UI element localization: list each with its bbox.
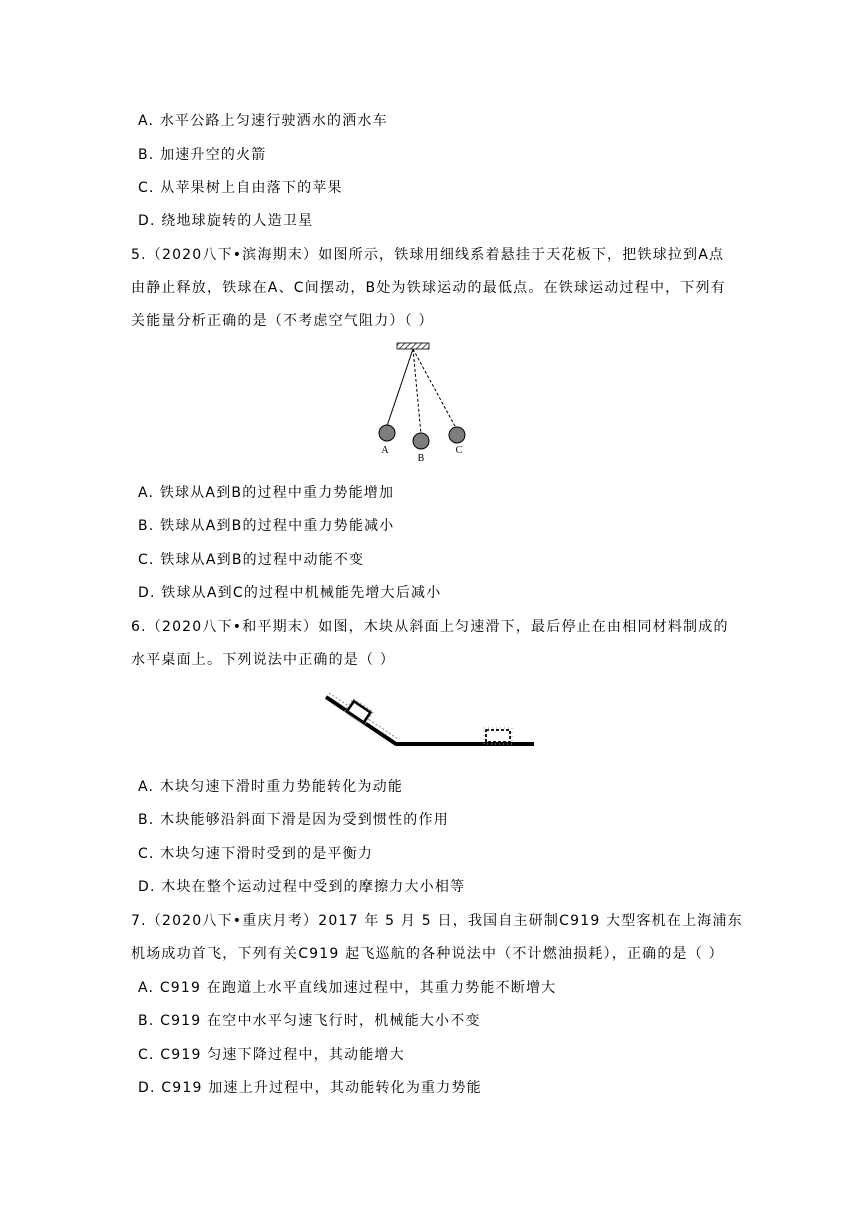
ball-c (449, 427, 465, 443)
q4-option-a: A. 水平公路上匀速行驶洒水的洒水车 (138, 113, 388, 129)
pendulum-string-a (387, 349, 413, 426)
q6-option-a: A. 木块匀速下滑时重力势能转化为动能 (138, 779, 404, 795)
q4-option-b: B. 加速升空的火箭 (138, 147, 267, 163)
q6-option-d: D. 木块在整个运动过程中受到的摩擦力大小相等 (138, 879, 466, 895)
q7-option-b: B. C919 在空中水平匀速飞行时，机械能大小不变 (138, 1013, 481, 1029)
label-a: A (381, 445, 389, 456)
q7-option-c: C. C919 匀速下降过程中，其动能增大 (138, 1047, 405, 1063)
pendulum-string-b (413, 349, 421, 434)
incline-figure (320, 685, 540, 750)
q6-stem-line-1: 6.（2020八下•和平期末）如图，木块从斜面上匀速滑下，最后停止在由相同材料制成的 (131, 619, 729, 635)
q5-option-c: C. 铁球从A到B的过程中动能不变 (138, 552, 365, 568)
ball-a (379, 425, 395, 441)
q5-option-b: B. 铁球从A到B的过程中重力势能减小 (138, 518, 395, 534)
q4-option-c: C. 从苹果树上自由落下的苹果 (138, 180, 343, 196)
q5-option-a: A. 铁球从A到B的过程中重力势能增加 (138, 485, 395, 501)
q7-option-d: D. C919 加速上升过程中，其动能转化为重力势能 (138, 1080, 482, 1096)
q6-option-b: B. 木块能够沿斜面下滑是因为受到惯性的作用 (138, 812, 449, 828)
q5-stem-line-1: 5.（2020八下•滨海期末）如图所示，铁球用细线系着悬挂于天花板下，把铁球拉到A点 (131, 247, 725, 263)
q5-option-d: D. 铁球从A到C的过程中机械能先增大后减小 (138, 585, 442, 601)
q7-stem-line-2: 机场成功首飞，下列有关C919 起飞巡航的各种说法中（不计燃油损耗），正确的是（ ） (131, 946, 724, 962)
q5-stem-line-2: 由静止释放，铁球在A、C间摆动，B处为铁球运动的最低点。在铁球运动过程中，下列有 (131, 280, 726, 296)
q6-stem-line-2: 水平桌面上。下列说法中正确的是（ ） (131, 652, 396, 668)
q4-option-d: D. 绕地球旋转的人造卫星 (138, 213, 314, 229)
ceiling-mount (397, 343, 429, 349)
label-b: B (417, 453, 425, 463)
stopped-block (484, 728, 512, 744)
q7-option-a: A. C919 在跑道上水平直线加速过程中，其重力势能不断增大 (138, 980, 557, 996)
label-c: C (455, 445, 463, 456)
q7-stem-line-1: 7.（2020八下•重庆月考）2017 年 5 月 5 日，我国自主研制C919 大型客机在上海浦东 (131, 913, 743, 929)
q6-option-c: C. 木块匀速下滑时受到的是平衡力 (138, 846, 374, 862)
q5-stem-line-3: 关能量分析正确的是（不考虑空气阻力）（ ） (131, 313, 434, 329)
pendulum-figure (370, 338, 480, 463)
ball-b (413, 433, 429, 449)
